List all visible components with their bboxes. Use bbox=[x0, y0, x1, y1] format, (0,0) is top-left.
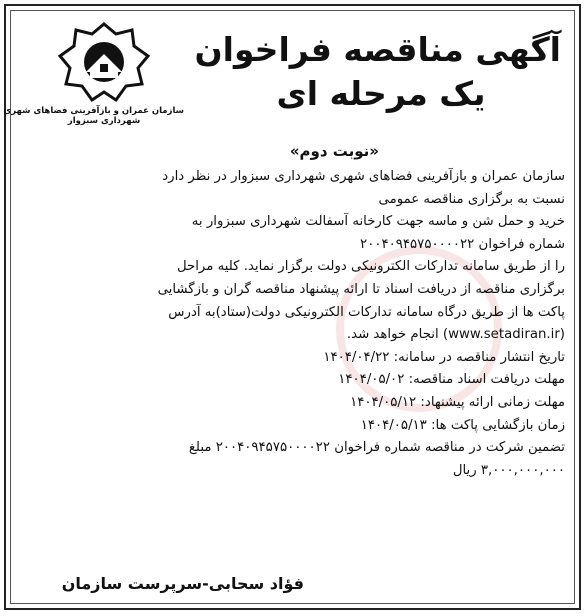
body-line: سازمان عمران و بازآفرینی فضاهای شهری شهرداری سبزوار در نظر دارد bbox=[162, 169, 565, 184]
organization-emblem-icon bbox=[56, 20, 152, 104]
signature: فؤاد سحابی-سرپرست سازمان bbox=[61, 574, 304, 593]
notice-title-subline: یک مرحله ای bbox=[276, 74, 486, 113]
notice-title: آگهی مناقصه فراخوان bbox=[194, 30, 561, 69]
body-line: برگزاری مناقصه از دریافت اسناد تا ارائه پیشنهاد مناقصه گران و بازگشایی bbox=[157, 281, 565, 297]
notice-page bbox=[4, 4, 581, 610]
body-line: را از طریق سامانه تدارکات الکترونیکی دولت برگزار نماید. کلیه مراحل bbox=[176, 259, 565, 275]
body-line: مهلت زمانی ارائه پیشنهاد: ۱۴۰۴/۰۵/۱۲ bbox=[350, 394, 565, 410]
body-line: شماره فراخوان ۲۰۰۴۰۹۴۵۷۵۰۰۰۰۲۲ bbox=[360, 236, 565, 252]
notice-body bbox=[10, 166, 565, 482]
body-line: (www.setadiran.ir) انجام خواهد شد. bbox=[346, 327, 565, 343]
notice-round: «نوبت دوم» bbox=[289, 142, 379, 160]
organization-logo-block bbox=[3, 20, 184, 140]
body-line: خرید و حمل شن و ماسه جهت کارخانه آسفالت شهرداری سبزوار به bbox=[191, 214, 565, 230]
body-line: زمان بازگشایی پاکت ها: ۱۴۰۴/۰۵/۱۳ bbox=[360, 417, 565, 433]
body-line: تضمین شرکت در مناقصه شماره فراخوان ۲۰۰۴۰۹۴۵۷۵۰۰۰۰۲۲ مبلغ bbox=[188, 440, 565, 456]
body-line: پاکت ها از طریق درگاه سامانه تدارکات الکترونیکی دولت(ستاد)به آدرس bbox=[168, 304, 565, 320]
organization-municipality: شهرداری سبزوار bbox=[67, 116, 141, 126]
organization-name: سازمان عمران و بازآفرینی فضاهای شهری bbox=[3, 106, 184, 116]
body-line: مهلت دریافت اسناد مناقصه: ۱۴۰۴/۰۵/۰۲ bbox=[338, 372, 565, 388]
body-line: تاریخ انتشار مناقصه در سامانه: ۱۴۰۴/۰۴/۲۲ bbox=[323, 349, 565, 365]
body-line: ۳,۰۰۰,۰۰۰,۰۰۰ ریال bbox=[452, 462, 565, 478]
body-line: نسبت به برگزاری مناقصه عمومی bbox=[378, 191, 565, 207]
